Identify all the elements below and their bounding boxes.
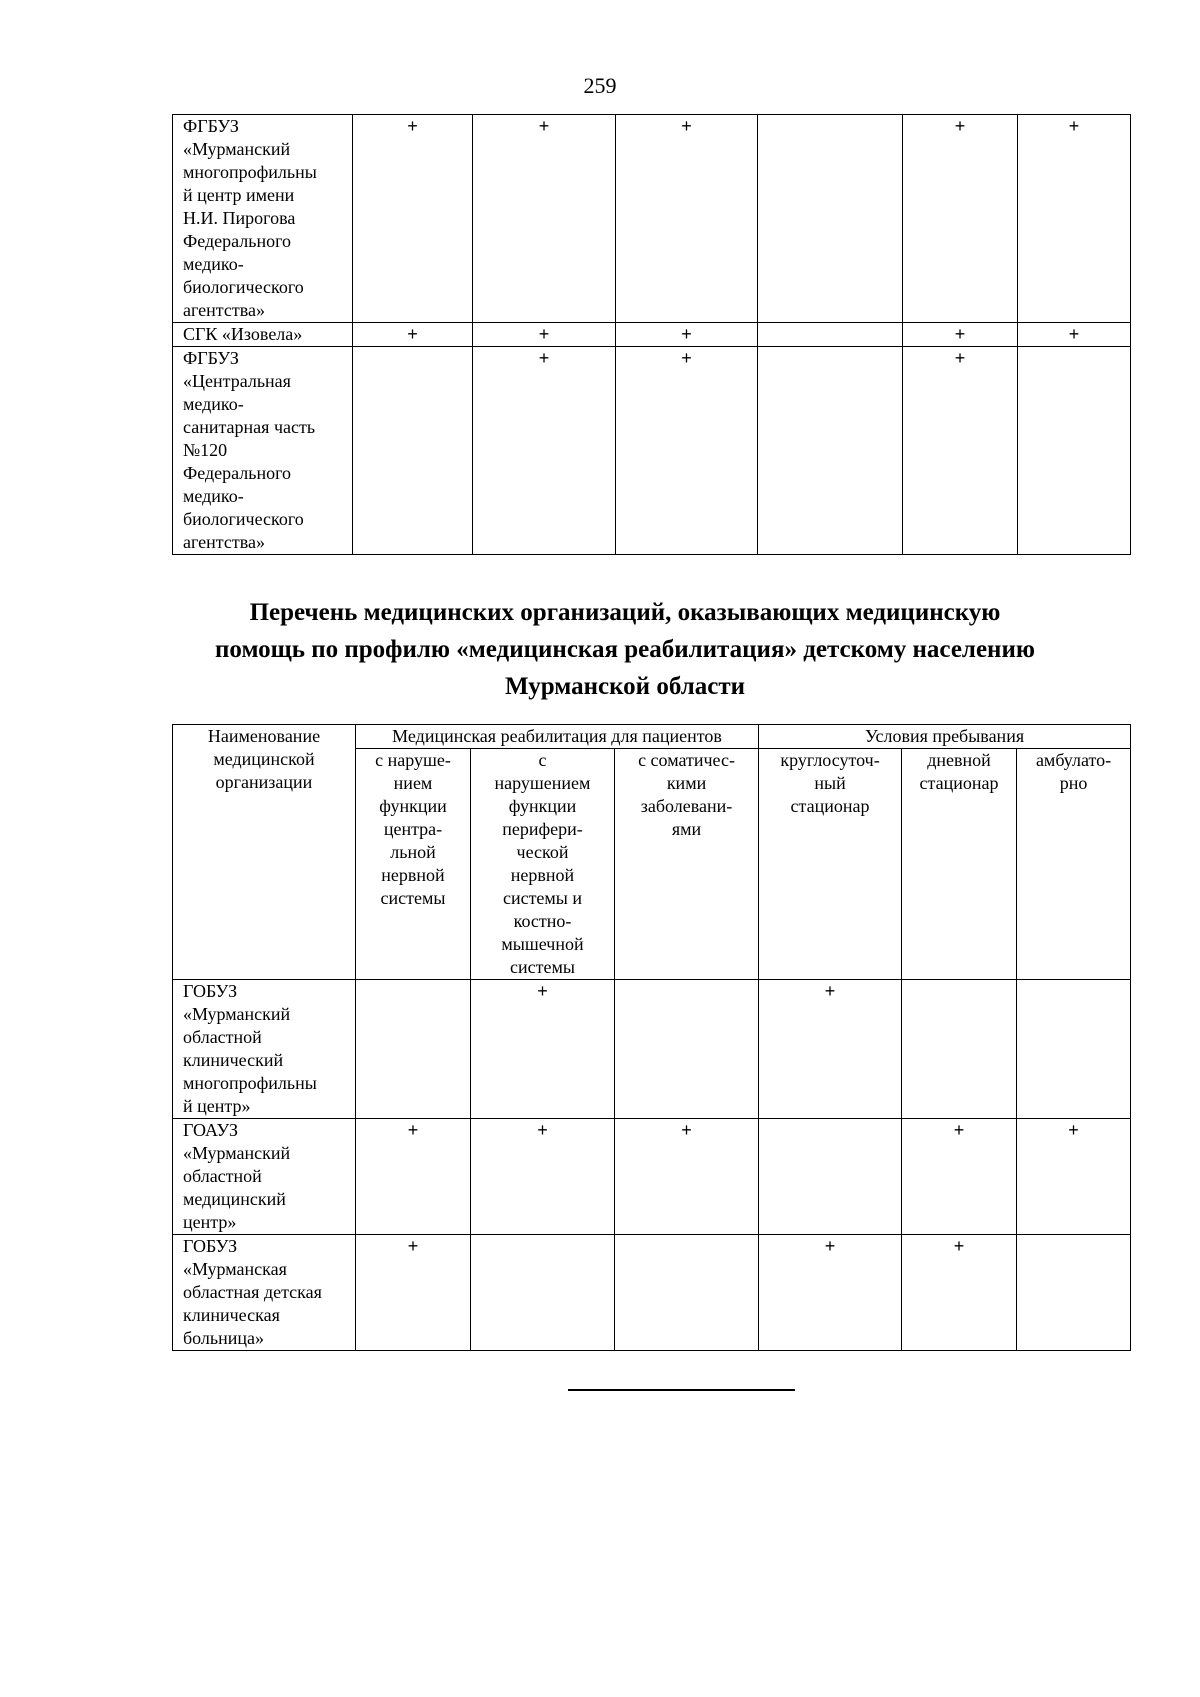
mark-cell	[758, 115, 903, 323]
cell-text-line: областной	[183, 1027, 262, 1047]
cell-text-line: системы	[380, 888, 446, 908]
cell-text-line: «Мурманская	[183, 1259, 287, 1279]
cell-text-line: биологического	[183, 509, 304, 529]
cell-text-line: медико-	[183, 254, 244, 274]
mark-cell: +	[759, 1235, 902, 1351]
closing-rule	[568, 1389, 795, 1391]
mark-cell: +	[471, 1119, 615, 1235]
cell-text-line: ГОБУЗ	[183, 1236, 238, 1256]
mark-cell: +	[473, 323, 616, 347]
mark-cell: +	[356, 1119, 471, 1235]
cell-text-line: льной	[390, 842, 436, 862]
cell-text-line: нарушением	[494, 773, 591, 793]
header-pns	[471, 749, 615, 980]
mark-cell	[1017, 1235, 1131, 1351]
cell-text-line: круглосуточ-	[780, 750, 880, 770]
section-heading	[150, 594, 1100, 705]
cell-text-line: функции	[508, 796, 577, 816]
cell-text-line: «Мурманский	[183, 1143, 291, 1163]
cell-text-line: больница»	[183, 1328, 264, 1348]
mark-cell	[758, 347, 903, 555]
cell-text-line: клиническая	[183, 1305, 280, 1325]
mark-cell: +	[353, 323, 473, 347]
cell-text-line: медико-	[183, 486, 244, 506]
cell-text-line: нервной	[381, 865, 445, 885]
cell-text-line: нием	[393, 773, 433, 793]
organization-name-cell	[173, 347, 353, 555]
header-day-hospital	[902, 749, 1017, 980]
cell-text-line: ГОАУЗ	[183, 1120, 239, 1140]
cell-text-line: мышечной	[501, 934, 584, 954]
cell-text-line: стационар	[919, 773, 999, 793]
continuation-table	[172, 114, 1131, 555]
mark-cell	[356, 980, 471, 1119]
cell-text-line: рно	[1059, 773, 1088, 793]
mark-cell: +	[473, 347, 616, 555]
cell-text-line: областная детская	[183, 1282, 322, 1302]
cell-text-line: кими	[666, 773, 707, 793]
cell-text-line: медицинский	[183, 1189, 286, 1209]
cell-text-line: й центр»	[183, 1096, 251, 1116]
table-row	[173, 1235, 1131, 1351]
organization-name-cell	[173, 1119, 356, 1235]
mark-cell	[353, 347, 473, 555]
header-cns	[356, 749, 471, 980]
cell-text-line: костно-	[513, 911, 572, 931]
cell-text-line: центра-	[383, 819, 443, 839]
cell-text-line: системы	[510, 957, 575, 977]
mark-cell: +	[1017, 1119, 1131, 1235]
mark-cell: +	[616, 115, 758, 323]
cell-text-line: биологического	[183, 277, 304, 297]
cell-text-line: медико-	[183, 394, 244, 414]
organization-name-cell	[173, 115, 353, 323]
page-number: 259	[583, 73, 617, 98]
mark-cell	[759, 1119, 902, 1235]
cell-text-line: ями	[671, 819, 702, 839]
cell-text-line: стационар	[790, 796, 870, 816]
cell-text-line: ФГБУЗ	[183, 116, 239, 136]
mark-cell: +	[902, 1119, 1017, 1235]
header-ambulatory	[1017, 749, 1131, 980]
cell-text-line: многопрофильны	[183, 162, 317, 182]
cell-text-line: СГК «Изовела»	[183, 324, 303, 344]
heading-line: Мурманской области	[504, 673, 746, 700]
cell-text-line: ФГБУЗ	[183, 348, 239, 368]
cell-text-line: «Мурманский	[183, 139, 291, 159]
cell-text-line: №120	[183, 440, 228, 460]
cell-text-line: нервной	[510, 865, 575, 885]
mark-cell	[902, 980, 1017, 1119]
cell-text-line: заболевани-	[640, 796, 733, 816]
organization-name-cell	[173, 323, 353, 347]
cell-text-line: Федерального	[183, 463, 292, 483]
table-row	[173, 347, 1131, 555]
mark-cell	[758, 323, 903, 347]
cell-text-line: клинический	[183, 1050, 284, 1070]
mark-cell	[1018, 347, 1131, 555]
cell-text-line: ГОБУЗ	[183, 981, 238, 1001]
cell-text-line: ческой	[516, 842, 569, 862]
mark-cell	[471, 1235, 615, 1351]
table-row	[173, 980, 1131, 1119]
heading-line: Перечень медицинских организаций, оказывающих медицинскую	[249, 599, 1001, 626]
heading-line: помощь по профилю «медицинская реабилитация» детскому населению	[215, 636, 1035, 663]
cell-text-line: функции	[379, 796, 447, 816]
cell-text-line: Наименование	[207, 726, 321, 746]
header-group-rehabilitation: Медицинская реабилитация для пациентов	[356, 725, 759, 749]
mark-cell: +	[616, 323, 758, 347]
children-rehab-table	[172, 724, 1131, 1351]
mark-cell: +	[1018, 323, 1131, 347]
cell-text-line: «Центральная	[183, 371, 291, 391]
table-row	[173, 323, 1131, 347]
table-header-row	[173, 725, 1131, 749]
cell-text-line: амбулато-	[1035, 750, 1112, 770]
mark-cell: +	[615, 1119, 759, 1235]
mark-cell: +	[353, 115, 473, 323]
table-row	[173, 115, 1131, 323]
header-organization-name	[173, 725, 356, 980]
table-row	[173, 1119, 1131, 1235]
mark-cell	[615, 1235, 759, 1351]
mark-cell: +	[473, 115, 616, 323]
cell-text-line: с наруше-	[375, 750, 451, 770]
cell-text-line: с соматичес-	[638, 750, 735, 770]
cell-text-line: й центр имени	[183, 185, 295, 205]
mark-cell: +	[1018, 115, 1131, 323]
header-group-conditions: Условия пребывания	[759, 725, 1131, 749]
header-somatic	[615, 749, 759, 980]
cell-text-line: санитарная часть	[183, 417, 316, 437]
cell-text-line: медицинской	[213, 749, 315, 769]
cell-text-line: ный	[814, 773, 846, 793]
mark-cell: +	[903, 323, 1018, 347]
cell-text-line: организации	[215, 772, 313, 792]
cell-text-line: перифери-	[502, 819, 583, 839]
mark-cell: +	[616, 347, 758, 555]
cell-text-line: агентства»	[183, 532, 265, 552]
mark-cell: +	[903, 115, 1018, 323]
cell-text-line: агентства»	[183, 300, 265, 320]
mark-cell: +	[903, 347, 1018, 555]
mark-cell: +	[902, 1235, 1017, 1351]
header-roundclock	[759, 749, 902, 980]
organization-name-cell	[173, 980, 356, 1119]
cell-text-line: многопрофильны	[183, 1073, 317, 1093]
mark-cell: +	[471, 980, 615, 1119]
cell-text-line: системы и	[502, 888, 583, 908]
organization-name-cell	[173, 1235, 356, 1351]
cell-text-line: «Мурманский	[183, 1004, 291, 1024]
mark-cell	[615, 980, 759, 1119]
cell-text-line: областной	[183, 1166, 262, 1186]
mark-cell	[1017, 980, 1131, 1119]
cell-text-line: дневной	[927, 750, 991, 770]
cell-text-line: центр»	[183, 1212, 237, 1232]
cell-text-line: с	[538, 750, 547, 770]
mark-cell: +	[759, 980, 902, 1119]
cell-text-line: Федерального	[183, 231, 292, 251]
cell-text-line: Н.И. Пирогова	[183, 208, 296, 228]
mark-cell: +	[356, 1235, 471, 1351]
